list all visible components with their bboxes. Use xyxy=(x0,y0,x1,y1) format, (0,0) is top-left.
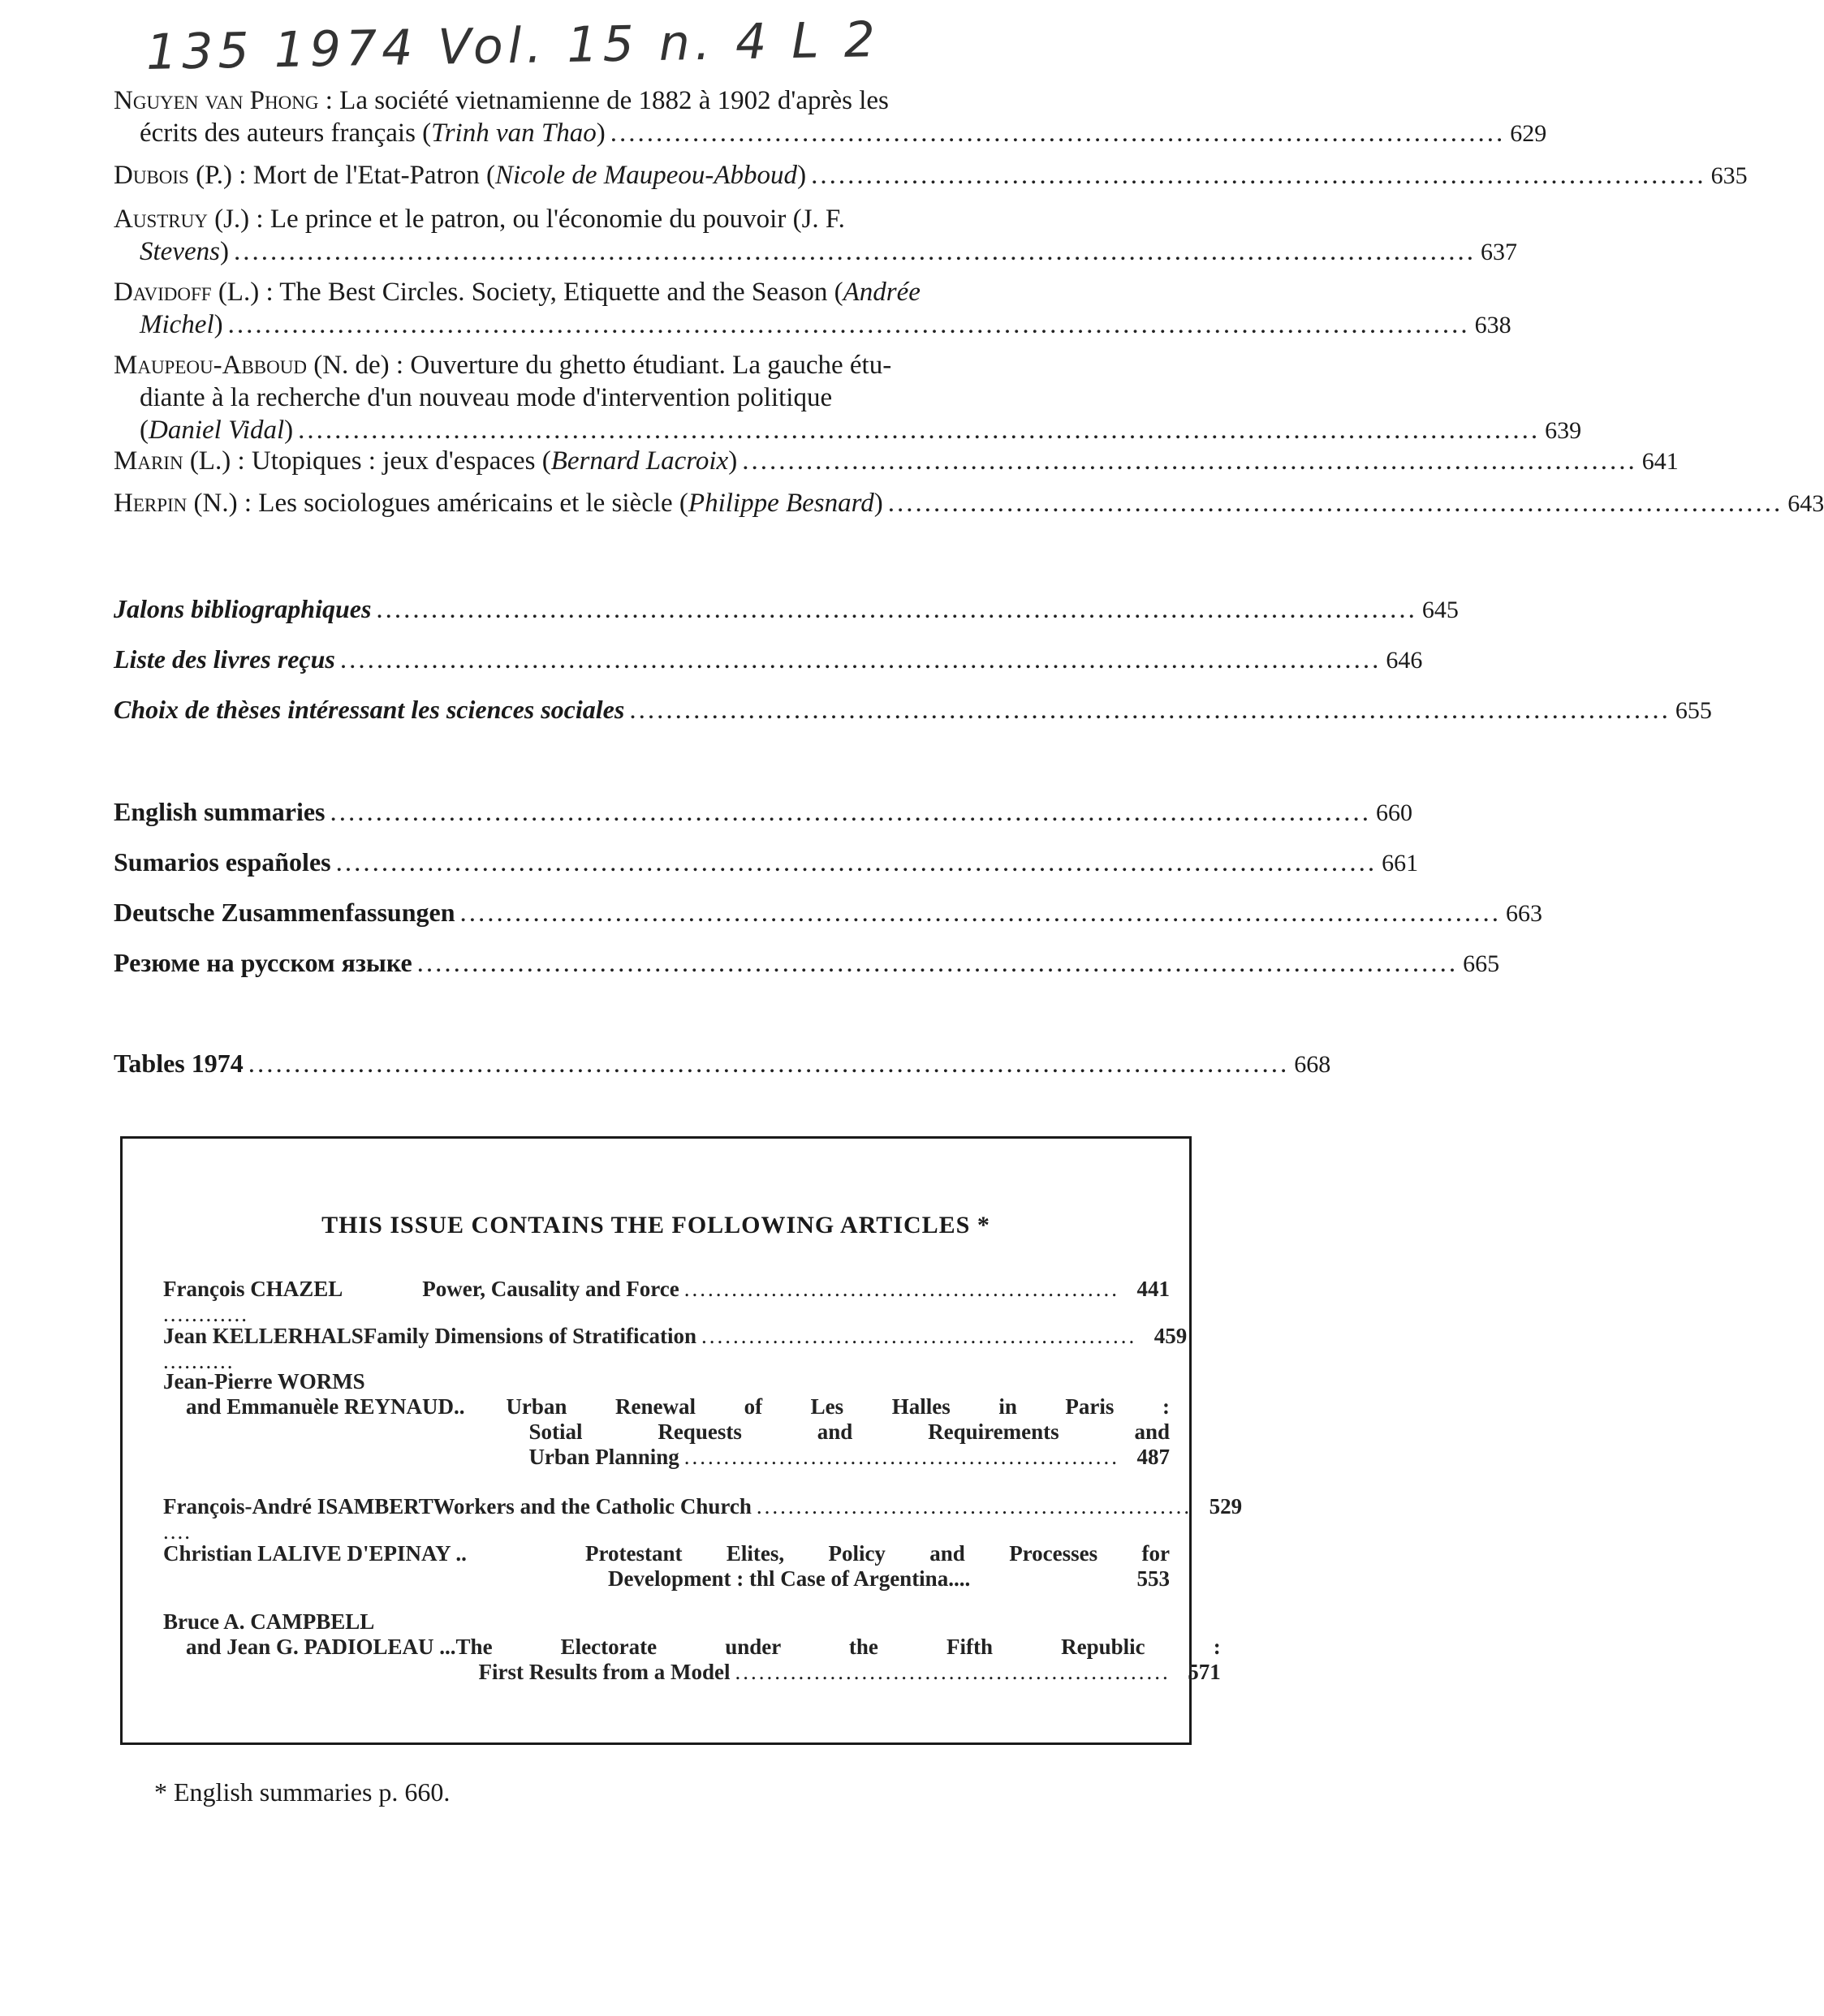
page-number: 459 xyxy=(1153,1324,1188,1348)
leader-dots: ........................................................................................................................................ xyxy=(233,237,1476,266)
article-row: François CHAZEL ............ Power, Causality and Force ....................................................... 441 xyxy=(163,1277,1170,1326)
leader-dots: ....................................................... xyxy=(735,1660,1171,1684)
article-author: and Emmanuèle REYNAUD.. xyxy=(186,1394,465,1419)
review-author: Maupeou-Abboud xyxy=(114,351,307,380)
summary-label: Sumarios españoles xyxy=(114,847,331,877)
article-author: and Jean G. PADIOLEAU ... xyxy=(186,1635,456,1659)
reviewer-name: Nicole de Maupeou-Abboud xyxy=(494,161,798,190)
article-author: Bruce A. CAMPBELL xyxy=(163,1609,375,1634)
section-entry xyxy=(114,693,1712,727)
page-number: 441 xyxy=(1136,1277,1170,1301)
section-label: Liste des livres reçus xyxy=(114,644,335,674)
tables-label: Tables 1974 xyxy=(114,1049,244,1078)
page-number: 638 xyxy=(1474,312,1511,338)
section-entry xyxy=(114,592,1459,627)
leader-dots: .................................................................................................. xyxy=(610,118,1506,148)
review-author: Herpin xyxy=(114,489,188,518)
page-number: 487 xyxy=(1136,1445,1170,1469)
leader-dots: .................................................................................................................. xyxy=(376,595,1417,624)
reviewer-name: Trinh van Thao xyxy=(431,118,597,148)
article-title: Urban Planning xyxy=(528,1445,679,1469)
leader-dots: ....................................................... xyxy=(756,1494,1192,1518)
article-title: First Results from a Model xyxy=(478,1660,731,1684)
page-number: 668 xyxy=(1294,1051,1331,1078)
article-title: The Electorate under the Fifth Republic : xyxy=(455,1635,1221,1659)
article-author: Jean-Pierre WORMS xyxy=(163,1369,365,1394)
review-author: Nguyen van Phong xyxy=(114,86,319,115)
page-number: 661 xyxy=(1382,850,1419,877)
article-author: François-André ISAMBERT xyxy=(163,1494,433,1518)
article-row: Jean KELLERHALS .......... Family Dimensions of Stratification ....................................................... 459 xyxy=(163,1324,1188,1373)
summary-entry xyxy=(114,846,1419,880)
article-title: Family Dimensions of Stratification xyxy=(363,1324,697,1348)
reviewer-name: Stevens xyxy=(140,237,220,266)
summary-label: Резюме на русском языке xyxy=(114,948,412,977)
review-entry: Herpin (N.) : Les sociologues américains et le siècle (Philippe Besnard) .................................................................................................. 643 xyxy=(114,487,1201,520)
leader-dots: .................................................................................................. xyxy=(811,161,1706,190)
section-entry xyxy=(114,643,1423,677)
review-author: Dubois xyxy=(114,161,189,190)
leader-dots: .................................................................................................................. xyxy=(335,848,1378,877)
summary-entry xyxy=(114,946,1500,980)
article-author: Christian LALIVE D'EPINAY .. xyxy=(163,1541,467,1566)
article-title: Urban Renewal of Les Halles in Paris : xyxy=(506,1394,1170,1419)
page-number: 646 xyxy=(1386,647,1423,674)
article-row xyxy=(163,1369,1170,1470)
article-author: François CHAZEL xyxy=(163,1277,342,1301)
summary-label: English summaries xyxy=(114,797,326,826)
article-row: François-André ISAMBERT .... Workers and the Catholic Church ....................................................... 529 xyxy=(163,1494,1243,1544)
page-number: 660 xyxy=(1375,799,1412,826)
leader-dots: .................................................................................................. xyxy=(887,489,1783,518)
page-number: 663 xyxy=(1505,900,1542,927)
reviewer-name: Michel xyxy=(140,310,214,339)
tables-entry xyxy=(114,1047,1331,1081)
review-entry: Nguyen van Phong : La société vietnamienne de 1882 à 1902 d'après les écrits des auteurs français (Trinh van Thao) .................................................................................................. 629 xyxy=(114,84,1201,150)
leader-dots: ........................................................................................................................................ xyxy=(298,416,1541,445)
page-number: 643 xyxy=(1787,490,1824,517)
leader-dots: .................................................................................................................. xyxy=(330,798,1371,827)
article-title: Development : thl Case of Argentina.... xyxy=(608,1566,971,1591)
reviewer-name: Philippe Besnard xyxy=(688,489,874,518)
summary-entry xyxy=(114,896,1542,930)
article-title: Sotial Requests and Requirements and xyxy=(528,1419,1170,1444)
leader-dots: ........................................................................................................................................ xyxy=(227,310,1470,339)
review-entry: Marin (L.) : Utopiques : jeux d'espaces (Bernard Lacroix) .................................................................................................. 641 xyxy=(114,445,1201,478)
review-entry: Davidoff (L.) : The Best Circles. Society, Etiquette and the Season (Andrée Michel) ........................................................................................................................................ 638 xyxy=(114,276,1201,342)
page-number: 635 xyxy=(1710,162,1748,189)
articles-box xyxy=(120,1136,1243,1745)
review-entry: Austruy (J.) : Le prince et le patron, ou l'économie du pouvoir (J. F. Stevens) ........................................................................................................................................ 637 xyxy=(114,203,1201,269)
leader-dots: ....................................................... xyxy=(683,1445,1119,1469)
leader-dots: .................................................................................................................. xyxy=(339,645,1382,674)
page-number: 637 xyxy=(1480,239,1517,265)
article-title: Workers and the Catholic Church xyxy=(433,1494,752,1518)
leader-dots: .................................................................................................................. xyxy=(248,1049,1290,1079)
review-author: Marin xyxy=(114,446,183,476)
review-author: Davidoff xyxy=(114,278,212,307)
leader-dots: ....................................................... xyxy=(683,1277,1119,1301)
page-number: 553 xyxy=(1136,1566,1170,1591)
page-number: 529 xyxy=(1209,1494,1243,1518)
box-title: THIS ISSUE CONTAINS THE FOLLOWING ARTICLES * xyxy=(321,1212,990,1238)
section-label: Jalons bibliographiques xyxy=(114,594,372,623)
review-author: Austruy xyxy=(114,205,208,234)
summary-label: Deutsche Zusammenfassungen xyxy=(114,898,455,927)
page-number: 571 xyxy=(1188,1660,1221,1684)
leader-dots: ....................................................... xyxy=(701,1324,1137,1348)
article-row xyxy=(163,1609,1221,1685)
handwritten-note: 135 1974 Vol. 15 n. 4 L 2 xyxy=(145,11,881,81)
leader-dots: .................................................................................................................. xyxy=(416,949,1459,978)
page-number: 665 xyxy=(1463,950,1500,977)
article-title: Protestant Elites, Policy and Processes for xyxy=(585,1541,1170,1566)
review-entry: Dubois (P.) : Mort de l'Etat-Patron (Nicole de Maupeou-Abboud) .................................................................................................. 635 xyxy=(114,159,1201,192)
article-title: Power, Causality and Force xyxy=(422,1277,679,1301)
reviewer-name: Andrée xyxy=(843,278,921,307)
reviewer-name: Daniel Vidal xyxy=(149,416,285,445)
reviewer-name: Bernard Lacroix xyxy=(550,446,729,476)
article-author: Jean KELLERHALS xyxy=(163,1324,364,1348)
page-number: 645 xyxy=(1421,597,1459,623)
section-label: Choix de thèses intéressant les sciences sociales xyxy=(114,695,625,724)
page-number: 655 xyxy=(1675,697,1712,724)
page-number: 629 xyxy=(1510,120,1547,147)
leader-dots: .................................................................................................................. xyxy=(629,696,1671,725)
footnote: * English summaries p. 660. xyxy=(154,1777,451,1807)
leader-dots: .................................................................................................................. xyxy=(459,898,1501,928)
review-entry: Maupeou-Abboud (N. de) : Ouverture du ghetto étudiant. La gauche étu- diante à la recherche d'un nouveau mode d'intervention politique (Daniel Vidal) ........................................................................................................................................ 639 xyxy=(114,349,1201,447)
leader-dots: .................................................................................................. xyxy=(742,446,1637,476)
summary-entry xyxy=(114,795,1412,829)
page-number: 641 xyxy=(1641,448,1679,475)
article-row xyxy=(163,1541,1170,1592)
page-number: 639 xyxy=(1545,417,1582,444)
